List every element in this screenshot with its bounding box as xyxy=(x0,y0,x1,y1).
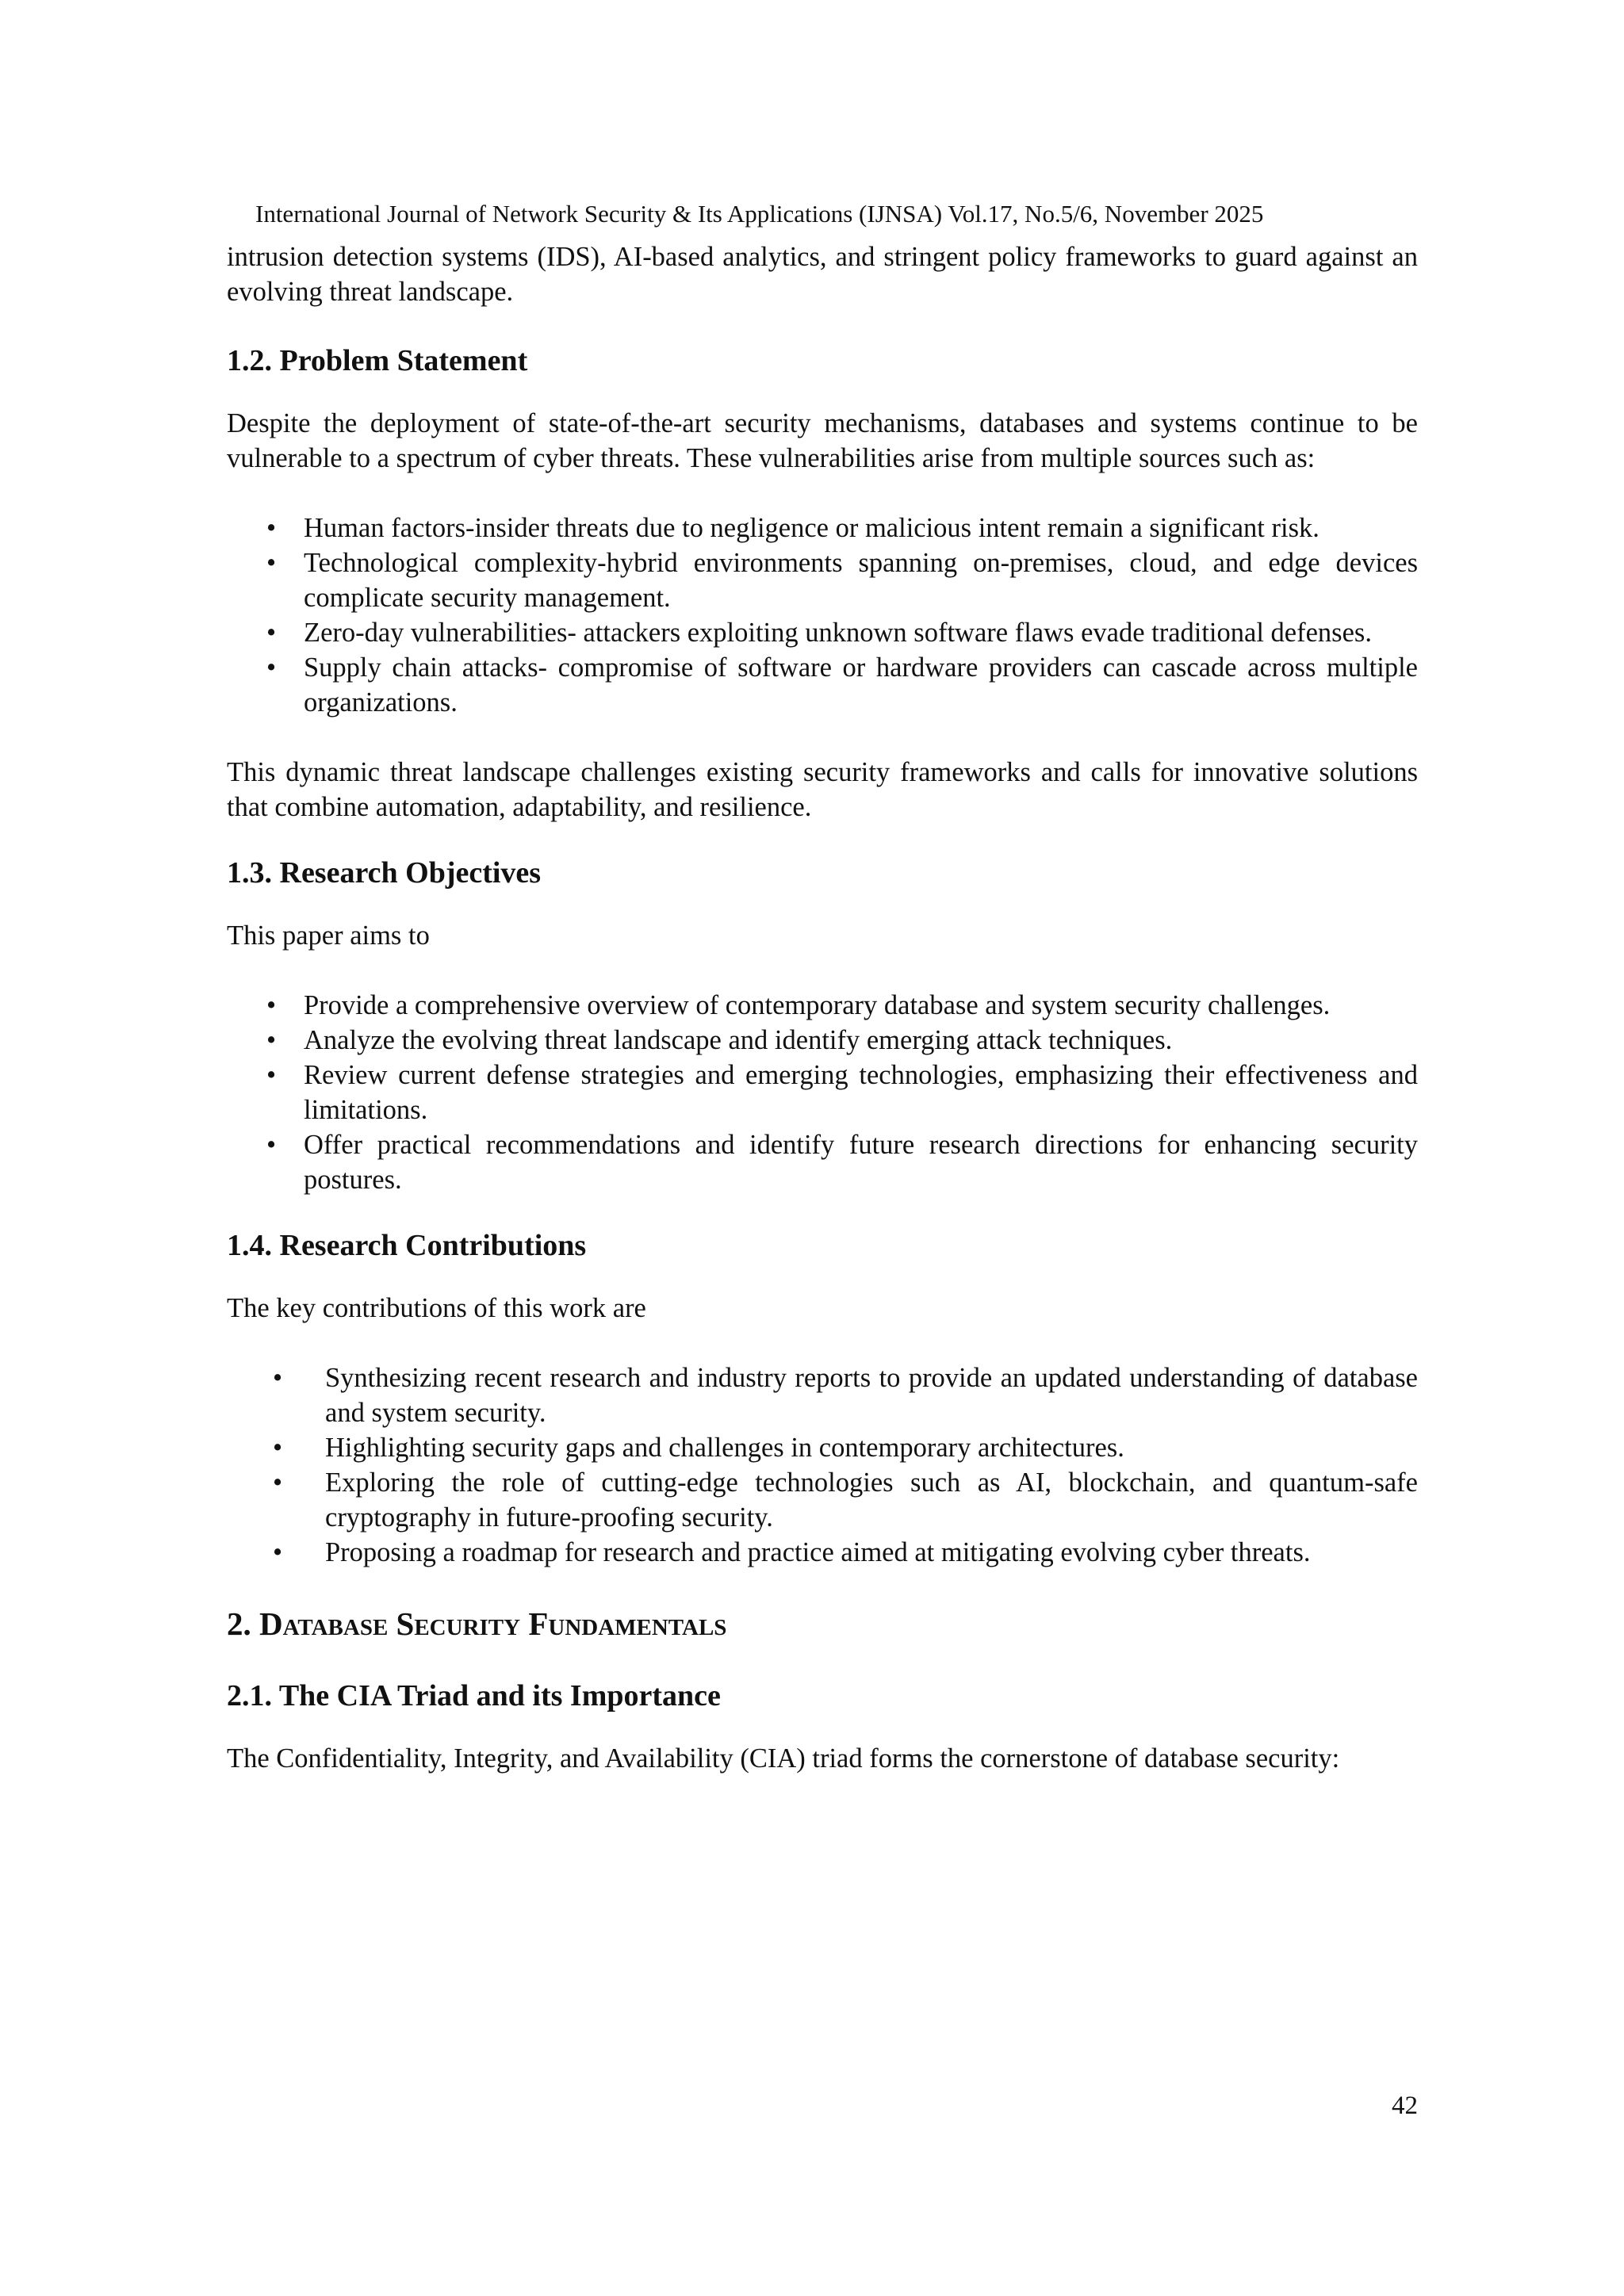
bullet-icon: • xyxy=(266,513,277,543)
section-heading-2-1: 2.1. The CIA Triad and its Importance xyxy=(227,1679,721,1712)
list-item-text: Human factors-insider threats due to negligence or malicious intent remain a significant risk. xyxy=(304,513,1320,543)
list-item xyxy=(227,988,1418,1023)
bullet-icon: • xyxy=(266,990,277,1020)
contributions-intro: The key contributions of this work are xyxy=(227,1293,646,1323)
bullet-icon: • xyxy=(266,652,277,683)
list-item xyxy=(227,545,1418,615)
bullet-icon: • xyxy=(266,1130,277,1160)
bullet-icon: • xyxy=(266,1060,277,1090)
list-item xyxy=(227,1465,1418,1535)
list-item xyxy=(227,1023,1418,1058)
list-item xyxy=(227,650,1418,720)
bullet-icon: • xyxy=(273,1468,283,1498)
objectives-bullet-list xyxy=(227,988,1418,1197)
running-header: International Journal of Network Security & Its Applications (IJNSA) Vol.17, No.5/6, November 2025 xyxy=(255,200,1264,228)
page-content xyxy=(227,197,1418,1776)
list-item xyxy=(227,615,1418,650)
problem-closing-paragraph: This dynamic threat landscape challenges existing security frameworks and calls for innovative solutions that combine automation, adaptability, and resilience. xyxy=(227,757,1418,822)
list-item-text: Offer practical recommendations and identify future research directions for enhancing security postures. xyxy=(304,1130,1418,1195)
contributions-bullet-list xyxy=(227,1360,1418,1570)
objectives-intro: This paper aims to xyxy=(227,920,430,951)
list-item xyxy=(227,1058,1418,1127)
cia-triad-paragraph: The Confidentiality, Integrity, and Availability (CIA) triad forms the cornerstone of database security: xyxy=(227,1743,1340,1774)
bullet-icon: • xyxy=(266,1025,277,1055)
list-item xyxy=(227,1360,1418,1430)
list-item-text: Synthesizing recent research and industry reports to provide an updated understanding of database and system security. xyxy=(325,1363,1418,1428)
bullet-icon: • xyxy=(273,1537,283,1567)
bullet-icon: • xyxy=(266,618,277,648)
intro-continuation-paragraph: intrusion detection systems (IDS), AI-based analytics, and stringent policy frameworks to guard against an evolving threat landscape. xyxy=(227,242,1418,307)
problem-statement-paragraph: Despite the deployment of state-of-the-art security mechanisms, databases and systems continue to be vulnerable to a spectrum of cyber threats. These vulnerabilities arise from multiple sources such as: xyxy=(227,408,1418,473)
list-item-text: Review current defense strategies and emerging technologies, emphasizing their effectiveness and limitations. xyxy=(304,1060,1418,1125)
list-item-text: Supply chain attacks- compromise of software or hardware providers can cascade across multiple organizations. xyxy=(304,652,1418,718)
list-item xyxy=(227,1535,1418,1570)
section-heading-1-4: 1.4. Research Contributions xyxy=(227,1229,587,1262)
bullet-icon: • xyxy=(273,1363,283,1393)
list-item-text: Provide a comprehensive overview of contemporary database and system security challenges. xyxy=(304,990,1331,1020)
section-heading-1-2: 1.2. Problem Statement xyxy=(227,344,528,377)
list-item-text: Zero-day vulnerabilities- attackers exploiting unknown software flaws evade traditional defenses. xyxy=(304,618,1372,648)
list-item-text: Proposing a roadmap for research and practice aimed at mitigating evolving cyber threats. xyxy=(325,1537,1311,1567)
bullet-icon: • xyxy=(266,548,277,578)
page-number: 42 xyxy=(1392,2091,1418,2120)
section-heading-2: 2. Database Security Fundamentals xyxy=(227,1605,727,1642)
bullet-icon: • xyxy=(273,1433,283,1463)
list-item-text: Technological complexity-hybrid environments spanning on-premises, cloud, and edge devices complicate security management. xyxy=(304,548,1418,613)
list-item xyxy=(227,1127,1418,1197)
list-item xyxy=(227,1430,1418,1465)
problem-bullet-list xyxy=(227,511,1418,720)
list-item-text: Exploring the role of cutting-edge technologies such as AI, blockchain, and quantum-safe cryptography in future-proofing security. xyxy=(325,1468,1418,1533)
list-item-text: Highlighting security gaps and challenges in contemporary architectures. xyxy=(325,1433,1124,1463)
section-heading-1-3: 1.3. Research Objectives xyxy=(227,856,542,890)
list-item xyxy=(227,511,1418,545)
list-item-text: Analyze the evolving threat landscape and identify emerging attack techniques. xyxy=(304,1025,1173,1055)
